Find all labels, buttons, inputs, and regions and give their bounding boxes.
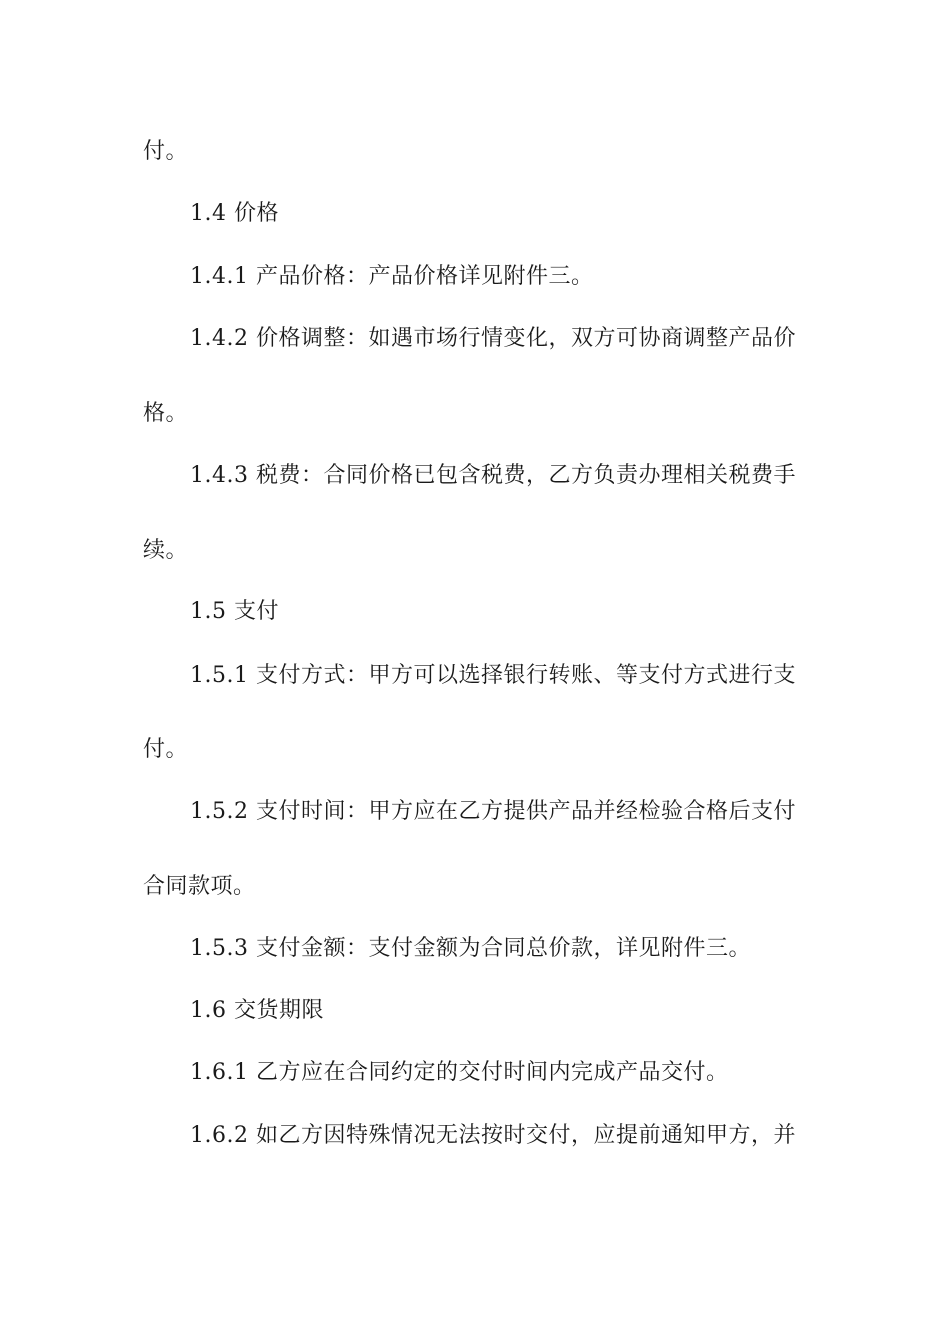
continuation-line: 付。 <box>143 139 189 164</box>
clause-1-5-3: 1.5.3 支付金额：支付金额为合同总价款，详见附件三。 <box>190 936 751 961</box>
section-heading-1-6: 1.6 交货期限 <box>190 998 324 1023</box>
clause-1-4-1: 1.4.1 产品价格：产品价格详见附件三。 <box>190 264 594 289</box>
section-heading-1-5: 1.5 支付 <box>190 599 279 624</box>
clause-1-5-1: 1.5.1 支付方式：甲方可以选择银行转账、等支付方式进行支 <box>190 663 796 688</box>
continuation-line: 格。 <box>143 401 189 426</box>
clause-1-4-3: 1.4.3 税费：合同价格已包含税费，乙方负责办理相关税费手 <box>190 463 796 488</box>
clause-1-6-2: 1.6.2 如乙方因特殊情况无法按时交付，应提前通知甲方，并 <box>190 1123 796 1148</box>
clause-1-6-1: 1.6.1 乙方应在合同约定的交付时间内完成产品交付。 <box>190 1060 729 1085</box>
continuation-line: 续。 <box>143 538 189 563</box>
section-heading-1-4: 1.4 价格 <box>190 201 279 226</box>
clause-1-4-2: 1.4.2 价格调整：如遇市场行情变化，双方可协商调整产品价 <box>190 326 796 351</box>
continuation-line: 合同款项。 <box>143 874 256 899</box>
continuation-line: 付。 <box>143 737 189 762</box>
clause-1-5-2: 1.5.2 支付时间：甲方应在乙方提供产品并经检验合格后支付 <box>190 799 796 824</box>
